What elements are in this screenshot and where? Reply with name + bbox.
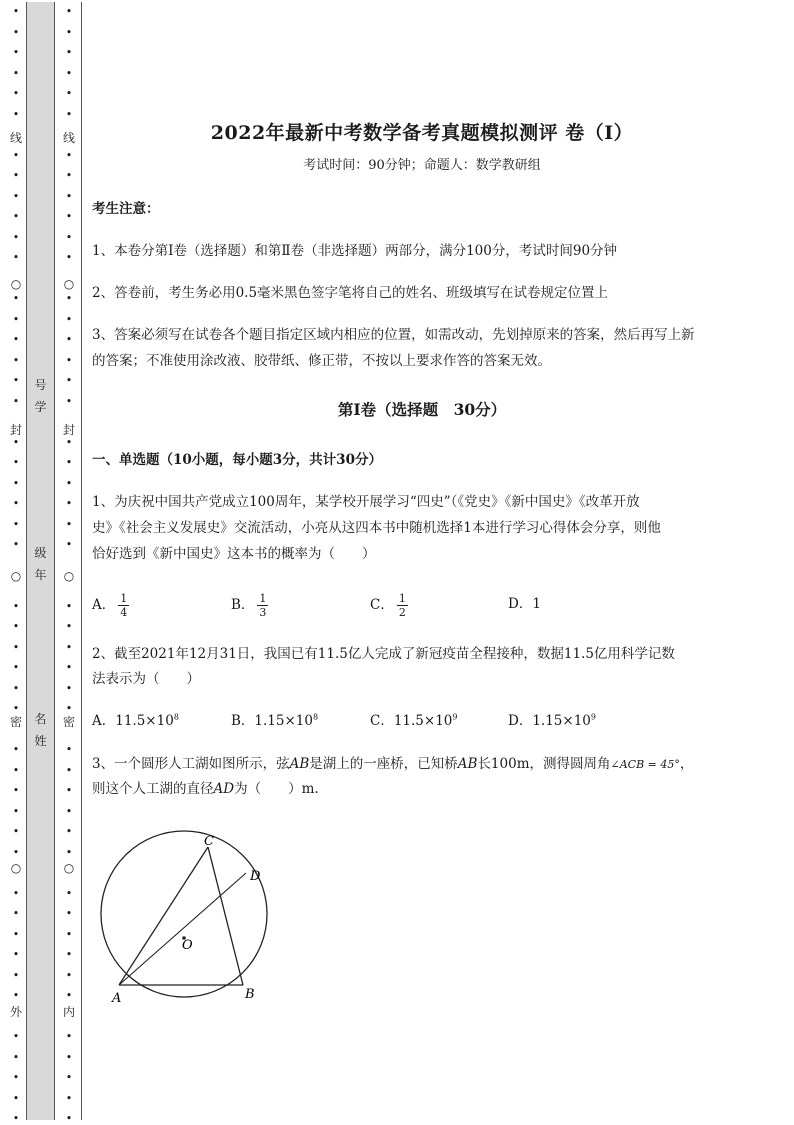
binding-dot: •: [12, 825, 20, 838]
binding-dot: •: [65, 1050, 73, 1064]
binding-dot: •: [65, 394, 73, 408]
q1-option-a-num: 1: [120, 592, 128, 605]
binding-dot: •: [12, 845, 20, 859]
binding-dot: •: [12, 702, 20, 715]
binding-dot: •: [12, 538, 20, 551]
binding-dot: •: [12, 763, 20, 777]
q3-text-3: 长100m，测得圆周角: [477, 756, 611, 772]
exam-subtitle: 考试时间：90分钟；命题人：数学教研组: [303, 158, 541, 173]
name-label-2: 姓: [34, 734, 47, 748]
binding-dot: •: [12, 292, 20, 305]
binding-word-2: 封: [62, 423, 75, 437]
binding-dot: •: [12, 743, 20, 756]
binding-word-2: 封: [9, 423, 22, 437]
binding-dot: •: [12, 435, 20, 449]
segment-ac: [119, 847, 208, 985]
binding-dot: •: [65, 927, 73, 941]
binding-word-4: 内: [62, 1005, 75, 1019]
notice-item-2: 2、答卷前，考生务必用0.5毫米黑色签字笔将自己的姓名、班级填写在试卷规定位置上: [92, 285, 609, 301]
binding-dot: •: [65, 210, 73, 223]
q2-option-c-exp: 9: [452, 712, 458, 722]
binding-dot: •: [12, 804, 20, 818]
binding-dot: •: [65, 1071, 73, 1084]
outer-dot-column: [8, 0, 24, 1123]
q3-text-1: 3、一个圆形人工湖如图所示，弦: [92, 756, 290, 772]
binding-circle-3: ○: [10, 861, 22, 875]
binding-dot: •: [12, 169, 20, 182]
binding-circle-2: ○: [63, 569, 75, 583]
binding-dot: •: [12, 107, 20, 121]
binding-dot: •: [65, 230, 73, 244]
binding-dot: •: [12, 230, 20, 244]
binding-dot: •: [65, 517, 73, 531]
binding-dot: •: [65, 661, 73, 674]
q2-line-1: 2、截至2021年12月31日，我国已有11.5亿人完成了新冠疫苗全程接种，数据11.5亿用科学记数: [92, 646, 675, 662]
q2-option-c-text: C．11.5×10: [370, 713, 453, 729]
binding-dot: •: [65, 948, 73, 961]
binding-dot: •: [12, 620, 20, 633]
q2-option-c: [370, 711, 457, 731]
binding-dot: •: [12, 681, 20, 695]
q3-chord-ab: AB: [289, 756, 310, 772]
binding-dot: •: [12, 948, 20, 961]
binding-dot: •: [12, 989, 20, 1002]
binding-dot: •: [12, 5, 20, 18]
notice-item-3-cont: 的答案；不准使用涂改液、胶带纸、修正带，不按以上要求作答的答案无效。: [92, 353, 551, 369]
binding-dot: •: [65, 640, 73, 654]
student-id-label-2: 学: [34, 400, 47, 414]
binding-dot: •: [65, 66, 73, 80]
q1-option-a-fraction: [118, 592, 129, 619]
q2-line-2: 法表示为（ ）: [92, 671, 200, 687]
q1-line-2: 史》《社会主义发展史》交流活动，小亮从这四本书中随机选择1本进行学习心得体会分享，则他: [92, 520, 661, 536]
binding-dot: •: [65, 148, 73, 162]
q2-option-b-exp: 8: [312, 712, 319, 722]
binding-dot: •: [65, 251, 73, 264]
binding-dot: •: [65, 333, 73, 346]
binding-dot: •: [12, 87, 20, 100]
q1-option-c-num: 1: [398, 592, 406, 605]
binding-dot: •: [65, 107, 73, 121]
binding-dot: •: [65, 374, 73, 387]
notice-item-1: 1、本卷分第Ⅰ卷（选择题）和第Ⅱ卷（非选择题）两部分，满分100分，考试时间90分钟: [92, 243, 618, 259]
binding-dot: •: [65, 1112, 73, 1125]
q3-text-2: 是湖上的一座桥，已知桥: [309, 756, 458, 772]
binding-dot: •: [12, 25, 20, 39]
q2-option-a: [92, 711, 179, 731]
binding-dot: •: [12, 599, 20, 613]
binding-dot: •: [12, 907, 20, 920]
binding-dot: •: [65, 5, 73, 18]
q3-line-2: [92, 776, 752, 803]
binding-dot: •: [65, 87, 73, 100]
binding-dot: •: [12, 189, 20, 203]
binding-dot: •: [12, 353, 20, 367]
q1-option-b-den: 3: [259, 606, 267, 619]
binding-dot: •: [65, 435, 73, 449]
lake-circle: [101, 831, 267, 997]
binding-dot: •: [12, 497, 20, 510]
binding-dot: •: [12, 517, 20, 531]
student-id-label-1: 号: [34, 378, 47, 392]
binding-dot: •: [65, 989, 73, 1002]
binding-circle-1: ○: [63, 277, 75, 291]
q2-option-d-text: D．1.15×10: [508, 713, 591, 729]
binding-circle-3: ○: [63, 861, 75, 875]
binding-dot: •: [65, 702, 73, 715]
notice-heading: 考生注意：: [92, 201, 160, 217]
binding-dot: •: [65, 169, 73, 182]
q1-line-3: 恰好选到《新中国史》这本书的概率为（ ）: [92, 546, 376, 562]
binding-dot: •: [65, 907, 73, 920]
binding-dot: •: [65, 25, 73, 39]
binding-dot: •: [12, 784, 20, 797]
binding-dot: •: [65, 763, 73, 777]
binding-dot: •: [65, 784, 73, 797]
binding-word-1: 线: [62, 131, 75, 145]
binding-circle-1: ○: [10, 277, 22, 291]
q1-option-d: D．1: [508, 596, 541, 612]
binding-dot: •: [12, 661, 20, 674]
q1-option-b-num: 1: [259, 592, 267, 605]
binding-dot: •: [65, 497, 73, 510]
q3-text-4: ，: [679, 756, 694, 772]
segment-cb: [208, 847, 243, 985]
q1-option-a-label: A．: [92, 597, 116, 613]
binding-dot: •: [12, 476, 20, 490]
q3-angle: ∠ACB = 45°: [610, 758, 680, 771]
binding-dot: •: [65, 681, 73, 695]
binding-dot: •: [12, 886, 20, 900]
q1-option-c-den: 2: [398, 606, 406, 619]
q3-chord-ab-2: AB: [457, 756, 478, 772]
q2-option-b: [231, 711, 318, 731]
binding-dot: •: [12, 312, 20, 326]
notice-item-3: 3、答案必须写在试卷各个题目指定区域内相应的位置，如需改动，先划掉原来的答案，然后再写上新: [92, 327, 695, 343]
q2-option-d-exp: 9: [590, 712, 596, 722]
exam-title: 2022年最新中考数学备考真题模拟测评 卷（Ⅰ）: [210, 122, 634, 144]
q1-option-c-fraction: [397, 592, 408, 619]
binding-dot: •: [65, 620, 73, 633]
binding-dot: •: [12, 333, 20, 346]
binding-dot: •: [65, 538, 73, 551]
binding-word-3: 密: [62, 715, 75, 729]
label-b: B: [245, 987, 255, 1002]
binding-dot: •: [65, 292, 73, 305]
binding-dot: •: [65, 845, 73, 859]
q1-option-b: [231, 592, 268, 619]
q1-option-c: [370, 592, 408, 619]
q2-option-d: [508, 711, 596, 731]
binding-dot: •: [12, 927, 20, 941]
binding-dot: •: [65, 825, 73, 838]
binding-dot: •: [12, 1030, 20, 1043]
binding-word-3: 密: [9, 715, 22, 729]
q2-option-b-text: B．1.15×10: [231, 713, 313, 729]
binding-line: [81, 2, 82, 1120]
circle-lake-figure: [92, 828, 282, 1008]
q3-text-6: 为（ ）m.: [234, 781, 319, 797]
binding-dot: •: [12, 968, 20, 982]
binding-dot: •: [65, 46, 73, 59]
part-heading: 一、单选题（10小题，每小题3分，共计30分）: [92, 452, 382, 468]
label-a: A: [112, 991, 122, 1006]
binding-dot: •: [12, 374, 20, 387]
binding-dot: •: [65, 312, 73, 326]
binding-dot: •: [12, 394, 20, 408]
q1-option-b-fraction: [257, 592, 268, 619]
binding-word-4: 外: [9, 1005, 22, 1019]
binding-dot: •: [12, 1091, 20, 1105]
diameter-ad: [119, 873, 246, 985]
binding-dot: •: [65, 743, 73, 756]
student-info-band: [26, 2, 55, 1120]
binding-dot: •: [65, 456, 73, 469]
q1-option-a-den: 4: [120, 606, 128, 619]
binding-margin: [0, 0, 90, 1123]
binding-dot: •: [65, 886, 73, 900]
binding-dot: •: [12, 640, 20, 654]
binding-dot: •: [12, 66, 20, 80]
name-label-1: 名: [34, 712, 47, 726]
binding-dot: •: [12, 1050, 20, 1064]
binding-dot: •: [12, 1112, 20, 1125]
q1-option-c-label: C．: [370, 597, 394, 613]
binding-dot: •: [65, 1030, 73, 1043]
binding-dot: •: [65, 476, 73, 490]
q1-line-1: 1、为庆祝中国共产党成立100周年，某学校开展学习“四史”（《党史》《新中国史》《改革开放: [92, 494, 640, 510]
binding-dot: •: [65, 353, 73, 367]
q3-text-5: 则这个人工湖的直径: [92, 781, 214, 797]
binding-word-1: 线: [9, 131, 22, 145]
binding-dot: •: [65, 804, 73, 818]
label-d: D: [250, 869, 261, 884]
inner-dot-column: [61, 0, 77, 1123]
grade-label-1: 级: [34, 546, 47, 560]
binding-dot: •: [65, 189, 73, 203]
binding-dot: •: [12, 251, 20, 264]
binding-dot: •: [65, 1091, 73, 1105]
binding-dot: •: [65, 599, 73, 613]
q2-option-a-text: A．11.5×10: [92, 713, 174, 729]
q3-line-1: [92, 751, 752, 778]
q1-option-b-label: B．: [231, 597, 255, 613]
label-o: O: [182, 938, 193, 953]
binding-dot: •: [12, 1071, 20, 1084]
grade-label-2: 年: [34, 568, 47, 582]
binding-dot: •: [12, 210, 20, 223]
binding-dot: •: [12, 148, 20, 162]
q3-diameter-ad: AD: [213, 781, 235, 797]
q2-option-a-exp: 8: [173, 712, 179, 722]
binding-dot: •: [65, 968, 73, 982]
binding-circle-2: ○: [10, 569, 22, 583]
label-c: C: [204, 834, 214, 849]
binding-dot: •: [12, 46, 20, 59]
section-title: 第Ⅰ卷（选择题 30分）: [337, 400, 507, 419]
binding-dot: •: [12, 456, 20, 469]
q1-option-a: [92, 592, 129, 619]
